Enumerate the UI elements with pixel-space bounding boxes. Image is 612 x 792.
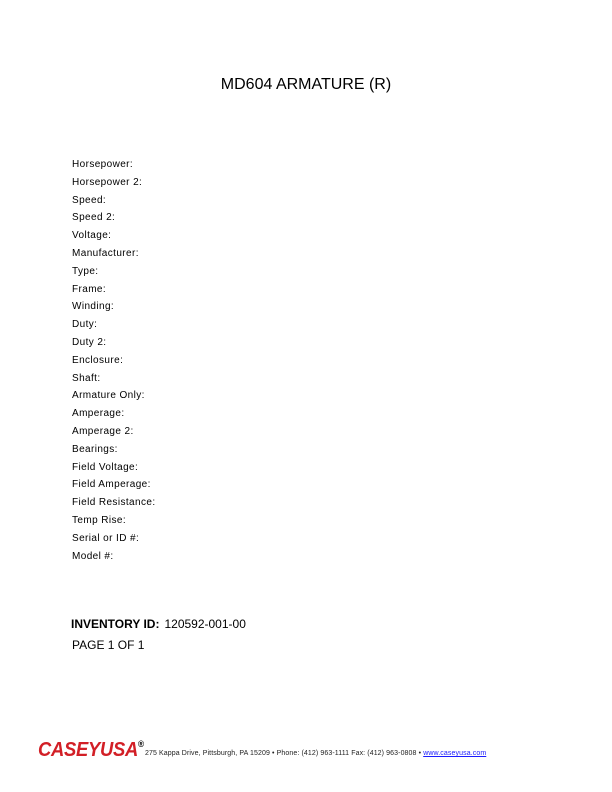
field-manufacturer: Manufacturer: [72, 247, 139, 259]
field-field-amperage: Field Amperage: [72, 479, 151, 491]
registered-mark: ® [138, 739, 144, 749]
spec-field-list [72, 156, 156, 565]
field-frame: Frame: [72, 283, 107, 295]
inventory-id [71, 617, 246, 631]
field-duty-2: Duty 2: [72, 336, 107, 348]
field-serial-or-id: Serial or ID #: [72, 532, 140, 544]
page-indicator: PAGE 1 OF 1 [72, 638, 145, 652]
inventory-id-label: INVENTORY ID: [71, 617, 160, 631]
field-amperage-2: Amperage 2: [72, 425, 134, 437]
field-voltage: Voltage: [72, 230, 112, 242]
field-type: Type: [72, 265, 99, 277]
address-text: 275 Kappa Drive, Pittsburgh, PA 15209 • Phone: (412) 963-1111 Fax: (412) 963-0808 • [145, 750, 424, 757]
field-duty: Duty: [72, 319, 98, 331]
field-horsepower-2: Horsepower 2: [72, 176, 143, 188]
document-title: MD604 ARMATURE (R) [220, 76, 392, 93]
inventory-id-value: 120592-001-00 [164, 617, 246, 631]
field-speed: Speed: [72, 194, 107, 206]
logo-text: CASEYUSA [38, 739, 139, 761]
field-bearings: Bearings: [72, 443, 118, 455]
field-temp-rise: Temp Rise: [72, 514, 127, 526]
field-armature-only: Armature Only: [72, 390, 145, 402]
field-speed-2: Speed 2: [72, 212, 116, 224]
field-shaft: Shaft: [72, 372, 101, 384]
company-logo [38, 740, 144, 763]
website-link[interactable]: www.caseyusa.com [423, 750, 487, 757]
field-enclosure: Enclosure: [72, 354, 124, 366]
field-field-resistance: Field Resistance: [72, 497, 156, 509]
field-model: Model #: [72, 550, 114, 562]
field-winding: Winding: [72, 301, 115, 313]
field-field-voltage: Field Voltage: [72, 461, 139, 473]
company-address [145, 750, 486, 757]
field-amperage: Amperage: [72, 408, 125, 420]
field-horsepower: Horsepower: [72, 159, 134, 170]
